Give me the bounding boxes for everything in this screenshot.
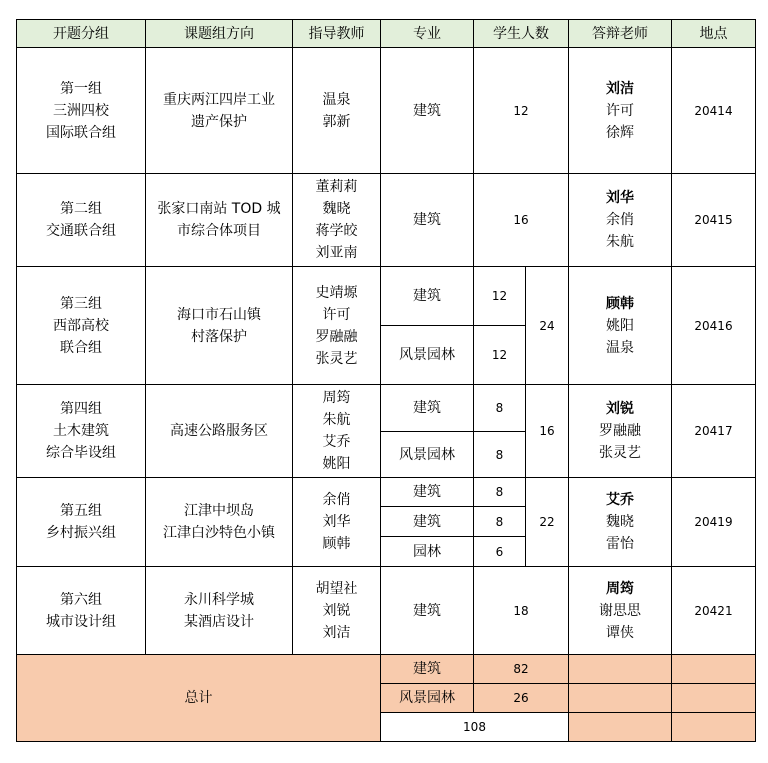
group-name-line: 乡村振兴组 <box>46 525 116 541</box>
major-cell: 建筑 <box>381 48 474 174</box>
defense-cell <box>569 267 672 385</box>
group-name-line: 第五组 <box>60 503 102 519</box>
group-name-line: 国际联合组 <box>46 124 116 141</box>
topic-cell <box>146 478 293 567</box>
count-cell: 18 <box>474 567 569 655</box>
table-row <box>17 267 756 326</box>
topic-line: 张家口南站 TOD 城 <box>157 201 281 217</box>
advisor-name: 温泉 <box>322 91 351 108</box>
total-cell: 22 <box>526 478 569 567</box>
summary-row <box>17 655 756 684</box>
advisor-name: 艾乔 <box>322 434 351 450</box>
major-cell: 建筑 <box>381 567 474 655</box>
defense-cell <box>569 478 672 567</box>
advisor-name: 许可 <box>322 306 351 323</box>
defense-teacher: 艾乔 <box>606 492 634 508</box>
total-cell: 24 <box>526 267 569 385</box>
advisor-name: 刘洁 <box>322 624 351 641</box>
group-name-line: 第三组 <box>60 295 102 312</box>
group-name-cell <box>17 174 146 267</box>
count-cell: 6 <box>474 537 526 567</box>
column-header: 指导教师 <box>293 20 381 48</box>
defense-teacher: 周筠 <box>606 580 634 597</box>
column-header: 课题组方向 <box>146 20 293 48</box>
group-name-line: 交通联合组 <box>46 223 116 239</box>
table-row <box>17 48 756 174</box>
defense-teacher: 谢思思 <box>599 602 641 619</box>
group-name-line: 第六组 <box>60 591 102 608</box>
advisors-cell <box>293 48 381 174</box>
count-cell: 12 <box>474 326 526 385</box>
table-row <box>17 478 756 507</box>
group-name-cell <box>17 48 146 174</box>
advisor-name: 刘亚南 <box>315 245 358 261</box>
topic-line: 市综合体项目 <box>177 223 261 239</box>
topic-cell <box>146 174 293 267</box>
major-cell: 风景园林 <box>381 326 474 385</box>
advisor-name: 顾韩 <box>322 536 351 552</box>
topic-line: 江津中坝岛 <box>184 503 254 519</box>
defense-teacher: 温泉 <box>606 339 634 356</box>
group-name-line: 三洲四校 <box>53 102 109 119</box>
room-cell: 20414 <box>672 48 756 174</box>
advisor-name: 刘华 <box>322 514 351 530</box>
column-header: 专业 <box>381 20 474 48</box>
defense-teacher: 刘洁 <box>606 80 634 97</box>
table-row <box>17 567 756 655</box>
summary-empty <box>569 684 672 713</box>
advisor-name: 姚阳 <box>322 456 351 472</box>
topic-line: 村落保护 <box>191 328 247 345</box>
major-cell: 建筑 <box>381 507 474 537</box>
column-header: 开题分组 <box>17 20 146 48</box>
defense-teacher: 余俏 <box>606 212 634 228</box>
room-cell: 20421 <box>672 567 756 655</box>
major-cell: 园林 <box>381 537 474 567</box>
defense-cell <box>569 174 672 267</box>
advisors-cell <box>293 567 381 655</box>
defense-teacher: 徐辉 <box>606 124 634 141</box>
count-cell: 8 <box>474 432 526 478</box>
room-cell: 20417 <box>672 385 756 478</box>
column-header: 答辩老师 <box>569 20 672 48</box>
defense-teacher: 罗融融 <box>599 423 641 439</box>
advisor-name: 史靖塬 <box>315 284 358 301</box>
topic-cell <box>146 385 293 478</box>
table-row <box>17 385 756 432</box>
table-row <box>17 174 756 267</box>
count-cell: 8 <box>474 478 526 507</box>
group-name-cell <box>17 267 146 385</box>
topic-cell <box>146 567 293 655</box>
summary-empty <box>672 655 756 684</box>
room-cell: 20415 <box>672 174 756 267</box>
advisors-cell <box>293 385 381 478</box>
defense-teacher: 雷怡 <box>606 536 634 552</box>
advisors-cell <box>293 174 381 267</box>
group-name-line: 第四组 <box>60 401 102 417</box>
topic-line: 重庆两江四岸工业 <box>163 91 275 108</box>
major-cell: 风景园林 <box>381 432 474 478</box>
summary-label: 总计 <box>17 655 381 742</box>
topic-cell <box>146 48 293 174</box>
column-header: 学生人数 <box>474 20 569 48</box>
topic-line: 遗产保护 <box>191 113 247 130</box>
topic-line: 某酒店设计 <box>184 613 254 630</box>
major-cell: 建筑 <box>381 478 474 507</box>
defense-teacher: 魏晓 <box>606 514 634 530</box>
advisor-name: 魏晓 <box>322 201 351 217</box>
count-cell: 12 <box>474 48 569 174</box>
defense-teacher: 许可 <box>606 102 634 119</box>
defense-teacher: 姚阳 <box>606 317 634 334</box>
defense-teacher: 谭侠 <box>606 624 634 641</box>
advisor-name: 张灵艺 <box>315 350 358 367</box>
advisor-name: 余俏 <box>322 492 351 508</box>
advisor-name: 郭新 <box>322 113 351 130</box>
advisor-name: 罗融融 <box>315 328 358 345</box>
group-name-line: 城市设计组 <box>46 613 116 630</box>
advisor-name: 刘锐 <box>322 602 351 619</box>
count-cell: 8 <box>474 507 526 537</box>
defense-cell <box>569 48 672 174</box>
major-cell: 建筑 <box>381 267 474 326</box>
group-name-cell <box>17 478 146 567</box>
group-name-line: 第二组 <box>60 201 102 217</box>
topic-line: 高速公路服务区 <box>170 423 268 439</box>
group-name-cell <box>17 567 146 655</box>
count-cell: 8 <box>474 385 526 432</box>
advisor-name: 董莉莉 <box>315 179 358 195</box>
group-name-line: 土木建筑 <box>53 423 109 439</box>
major-cell: 建筑 <box>381 385 474 432</box>
defense-teacher: 刘华 <box>606 190 634 206</box>
defense-teacher: 刘锐 <box>606 401 634 417</box>
schedule-table <box>16 19 756 742</box>
topic-line: 永川科学城 <box>184 591 254 608</box>
header-row <box>17 20 756 48</box>
summary-empty <box>569 713 672 742</box>
advisor-name: 胡望社 <box>315 580 358 597</box>
advisor-name: 周筠 <box>322 390 351 406</box>
group-name-line: 第一组 <box>60 80 102 97</box>
summary-count: 26 <box>474 684 569 713</box>
grand-total: 108 <box>381 713 569 742</box>
advisors-cell <box>293 478 381 567</box>
group-name-line: 联合组 <box>60 339 102 356</box>
summary-empty <box>569 655 672 684</box>
defense-teacher: 朱航 <box>606 234 634 250</box>
group-name-line: 西部高校 <box>53 317 109 334</box>
defense-teacher: 顾韩 <box>606 295 634 312</box>
defense-cell <box>569 385 672 478</box>
advisor-name: 朱航 <box>322 412 351 428</box>
topic-line: 江津白沙特色小镇 <box>163 525 275 541</box>
summary-empty <box>672 684 756 713</box>
summary-count: 82 <box>474 655 569 684</box>
group-name-cell <box>17 385 146 478</box>
topic-cell <box>146 267 293 385</box>
count-cell: 16 <box>474 174 569 267</box>
room-cell: 20419 <box>672 478 756 567</box>
defense-cell <box>569 567 672 655</box>
advisors-cell <box>293 267 381 385</box>
topic-line: 海口市石山镇 <box>177 306 261 323</box>
group-name-line: 综合毕设组 <box>46 445 116 461</box>
room-cell: 20416 <box>672 267 756 385</box>
summary-major: 风景园林 <box>381 684 474 713</box>
total-cell: 16 <box>526 385 569 478</box>
summary-major: 建筑 <box>381 655 474 684</box>
column-header: 地点 <box>672 20 756 48</box>
count-cell: 12 <box>474 267 526 326</box>
major-cell: 建筑 <box>381 174 474 267</box>
summary-empty <box>672 713 756 742</box>
defense-teacher: 张灵艺 <box>599 445 641 461</box>
advisor-name: 蒋学皎 <box>315 223 358 239</box>
